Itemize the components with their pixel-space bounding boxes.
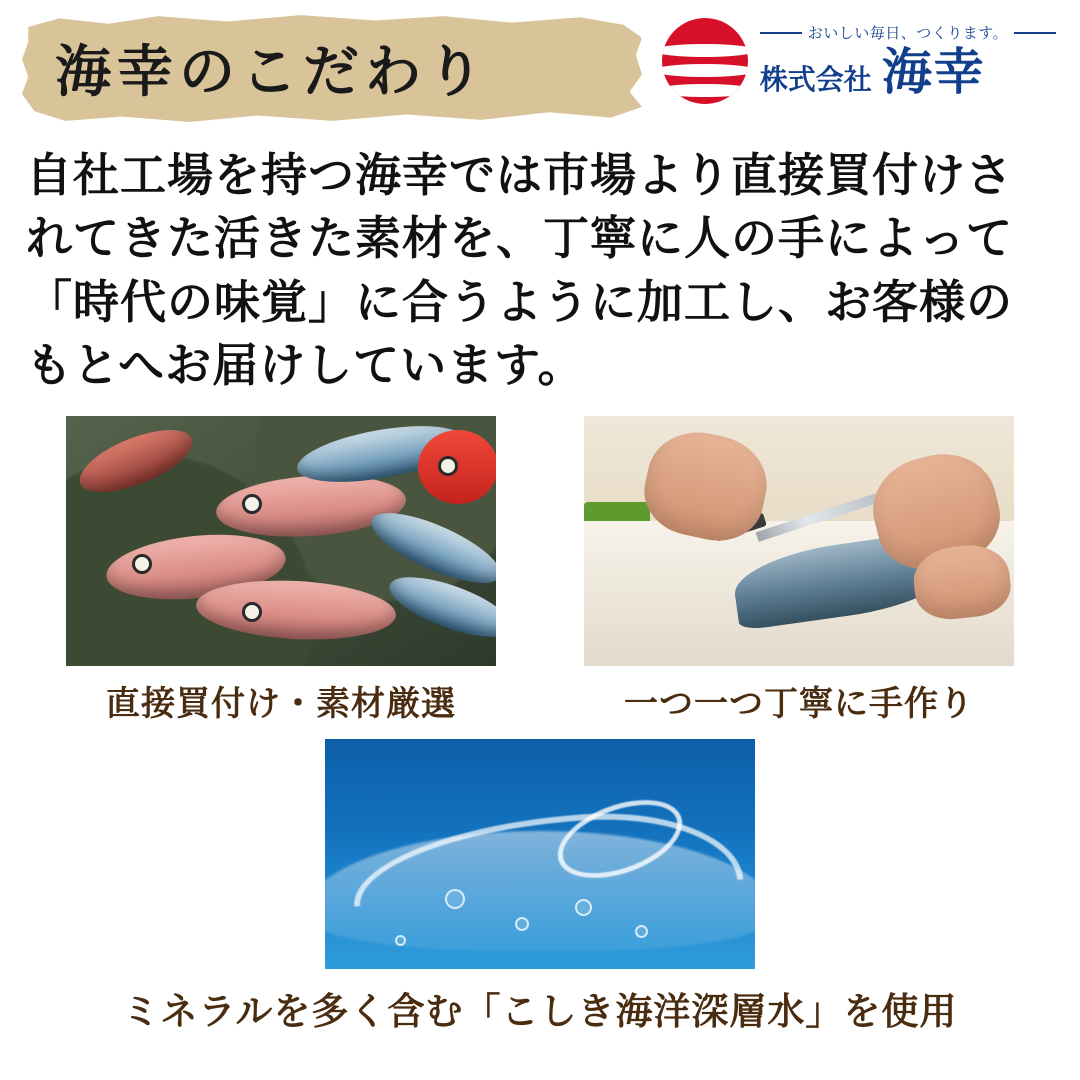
tagline-rule-right xyxy=(1014,32,1056,34)
photo-cell-handcraft xyxy=(584,416,1014,725)
handcraft-filleting-photo xyxy=(584,416,1014,666)
logo-wordmark xyxy=(759,23,1056,101)
company-logo xyxy=(662,18,1056,104)
photo-caption-fish: 直接買付け・素材厳選 xyxy=(106,683,456,724)
fresh-fish-photo xyxy=(66,416,496,666)
photo-cell-water xyxy=(0,739,1080,1035)
photo-cell-fish xyxy=(66,416,496,725)
page-header xyxy=(0,0,1080,140)
photo-row xyxy=(0,416,1080,725)
lead-paragraph: 自社工場を持つ海幸では市場より直接買付けされてきた活きた素材を、丁寧に人の手によって「時代の味覚」に合うように加工し、お客様のもとへお届けしています。 xyxy=(26,148,1013,393)
page-title: 海幸のこだわり xyxy=(55,39,489,105)
logo-company-row xyxy=(759,41,1056,101)
logo-company-prefix: 株式会社 xyxy=(759,62,872,96)
photo-caption-handcraft: 一つ一つ丁寧に手作り xyxy=(624,683,974,724)
photo-caption-water: ミネラルを多く含む「こしき海洋深層水」を使用 xyxy=(122,988,958,1033)
deep-sea-water-photo xyxy=(325,739,755,969)
logo-company-name: 海幸 xyxy=(881,41,986,101)
wave-circle-icon xyxy=(662,18,748,104)
tagline-rule-left xyxy=(760,32,802,34)
logo-tagline-row xyxy=(760,23,1056,42)
logo-tagline-text: おいしい毎日、つくります。 xyxy=(807,23,1008,42)
